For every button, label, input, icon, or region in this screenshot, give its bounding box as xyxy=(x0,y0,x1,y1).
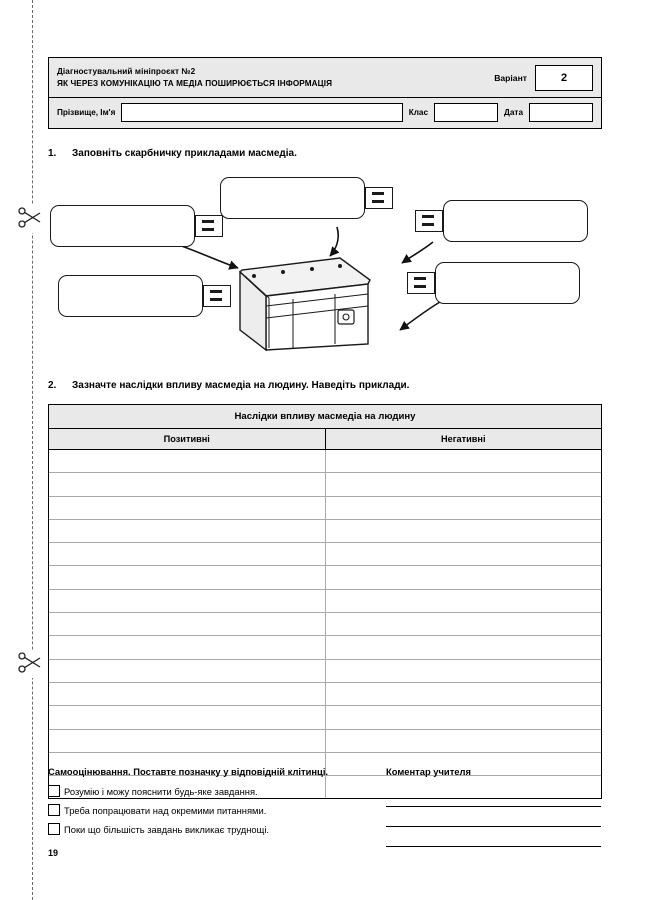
usb-flash-drive-icon[interactable] xyxy=(50,205,225,247)
date-label: Дата xyxy=(504,108,523,117)
table-row[interactable] xyxy=(49,450,601,473)
table-row[interactable] xyxy=(49,683,601,706)
cell-positive[interactable] xyxy=(49,473,326,495)
table-row[interactable] xyxy=(49,473,601,496)
usb-pin xyxy=(202,220,214,223)
usb-pin xyxy=(210,298,222,301)
self-assessment-options xyxy=(48,783,608,837)
usb-pin xyxy=(414,277,426,280)
usb-connector xyxy=(203,285,231,307)
class-field[interactable] xyxy=(434,103,498,122)
usb-flash-drive-icon[interactable] xyxy=(407,262,592,304)
flash-4-answer-box[interactable] xyxy=(58,275,203,317)
table-row[interactable] xyxy=(49,706,601,729)
self-assessment-header xyxy=(48,766,608,777)
table-row[interactable] xyxy=(49,497,601,520)
usb-flash-drive-icon[interactable] xyxy=(220,177,400,219)
table-row[interactable] xyxy=(49,613,601,636)
self-assessment-section xyxy=(48,766,608,840)
option-label: Треба попрацювати над окремими питаннями. xyxy=(64,804,267,816)
usb-connector xyxy=(415,210,443,232)
table-row[interactable] xyxy=(49,590,601,613)
task-1-number: 1. xyxy=(48,148,57,159)
header-bottom-row xyxy=(49,98,601,128)
cell-positive[interactable] xyxy=(49,706,326,728)
variant-value: 2 xyxy=(535,65,593,91)
class-label: Клас xyxy=(408,108,429,117)
flash-1-answer-box[interactable] xyxy=(50,205,195,247)
flash-5-answer-box[interactable] xyxy=(435,262,580,304)
variant-group xyxy=(494,65,593,91)
usb-pin xyxy=(422,223,434,226)
worksheet-header xyxy=(48,57,602,129)
self-assessment-title: Самооцінювання. Поставте позначку у відповідній клітинці. xyxy=(48,766,329,777)
usb-pin xyxy=(372,192,384,195)
header-titles xyxy=(57,66,494,90)
flash-3-answer-box[interactable] xyxy=(443,200,588,242)
option-label: Розумію і можу пояснити будь-яке завдання. xyxy=(64,785,258,797)
scissors-icon xyxy=(16,650,44,678)
flash-2-answer-box[interactable] xyxy=(220,177,365,219)
cell-negative[interactable] xyxy=(326,683,602,705)
teacher-comment-label: Коментар учителя xyxy=(386,766,471,777)
usb-connector xyxy=(365,187,393,209)
cell-negative[interactable] xyxy=(326,706,602,728)
table-row[interactable] xyxy=(49,543,601,566)
name-field[interactable] xyxy=(121,103,402,122)
table-header-row xyxy=(49,429,601,450)
project-title: ЯК ЧЕРЕЗ КОМУНІКАЦІЮ ТА МЕДІА ПОШИРЮЄТЬСЯ ІНФОРМАЦІЯ xyxy=(57,79,333,88)
date-field[interactable] xyxy=(529,103,593,122)
usb-pin xyxy=(414,285,426,288)
header-top-row xyxy=(49,58,601,98)
usb-flash-drive-icon[interactable] xyxy=(58,275,238,317)
cell-negative[interactable] xyxy=(326,590,602,612)
usb-connector xyxy=(195,215,223,237)
variant-label: Варіант xyxy=(494,73,527,83)
cell-positive[interactable] xyxy=(49,636,326,658)
comment-line[interactable] xyxy=(386,807,601,827)
cell-positive[interactable] xyxy=(49,590,326,612)
table-column-positive: Позитивні xyxy=(49,429,326,449)
task-1 xyxy=(48,148,297,159)
teacher-comment-field[interactable] xyxy=(386,787,601,847)
cell-negative[interactable] xyxy=(326,520,602,542)
cell-negative[interactable] xyxy=(326,543,602,565)
cell-positive[interactable] xyxy=(49,660,326,682)
cell-positive[interactable] xyxy=(49,683,326,705)
cell-negative[interactable] xyxy=(326,636,602,658)
usb-connector xyxy=(407,272,435,294)
page-number: 19 xyxy=(48,848,59,858)
table-column-negative: Негативні xyxy=(440,434,486,444)
task-2-text: Зазначте наслідки впливу масмедіа на людину. Наведіть приклади. xyxy=(72,380,410,391)
flash-drive-diagram xyxy=(40,172,610,367)
usb-pin xyxy=(372,200,384,203)
treasure-chest-icon xyxy=(240,258,370,350)
table-row[interactable] xyxy=(49,660,601,683)
usb-flash-drive-icon[interactable] xyxy=(415,200,600,242)
cell-positive[interactable] xyxy=(49,450,326,472)
usb-pin xyxy=(210,290,222,293)
cell-negative[interactable] xyxy=(326,566,602,588)
checkbox-icon[interactable] xyxy=(48,823,60,835)
consequences-table xyxy=(48,404,602,799)
project-subtitle: Діагностувальний мініпроєкт №2 xyxy=(57,67,196,77)
table-row[interactable] xyxy=(49,730,601,753)
task-2-number: 2. xyxy=(48,380,57,391)
checkbox-icon[interactable] xyxy=(48,804,60,816)
cell-negative[interactable] xyxy=(326,730,602,752)
cell-negative[interactable] xyxy=(326,473,602,495)
cell-negative[interactable] xyxy=(326,497,602,519)
cell-negative[interactable] xyxy=(326,613,602,635)
usb-pin xyxy=(202,228,214,231)
cell-positive[interactable] xyxy=(49,543,326,565)
checkbox-icon[interactable] xyxy=(48,785,60,797)
table-title: Наслідки впливу масмедіа на людину xyxy=(49,405,601,429)
cell-positive[interactable] xyxy=(49,730,326,752)
option-label: Поки що більшість завдань викликає труднощі. xyxy=(64,823,270,835)
task-1-text: Заповніть скарбничку прикладами масмедіа. xyxy=(72,148,297,159)
task-2 xyxy=(48,380,409,391)
table-row[interactable] xyxy=(49,566,601,589)
comment-line[interactable] xyxy=(386,827,601,847)
name-label: Прізвище, Ім'я xyxy=(57,108,116,117)
table-body xyxy=(49,450,601,798)
table-row[interactable] xyxy=(49,520,601,543)
cut-line xyxy=(32,0,33,900)
cell-positive[interactable] xyxy=(49,520,326,542)
cell-negative[interactable] xyxy=(326,450,602,472)
cell-positive[interactable] xyxy=(49,497,326,519)
cell-positive[interactable] xyxy=(49,566,326,588)
cell-negative[interactable] xyxy=(326,660,602,682)
table-row[interactable] xyxy=(49,636,601,659)
comment-line[interactable] xyxy=(386,787,601,807)
usb-pin xyxy=(422,215,434,218)
cell-positive[interactable] xyxy=(49,613,326,635)
